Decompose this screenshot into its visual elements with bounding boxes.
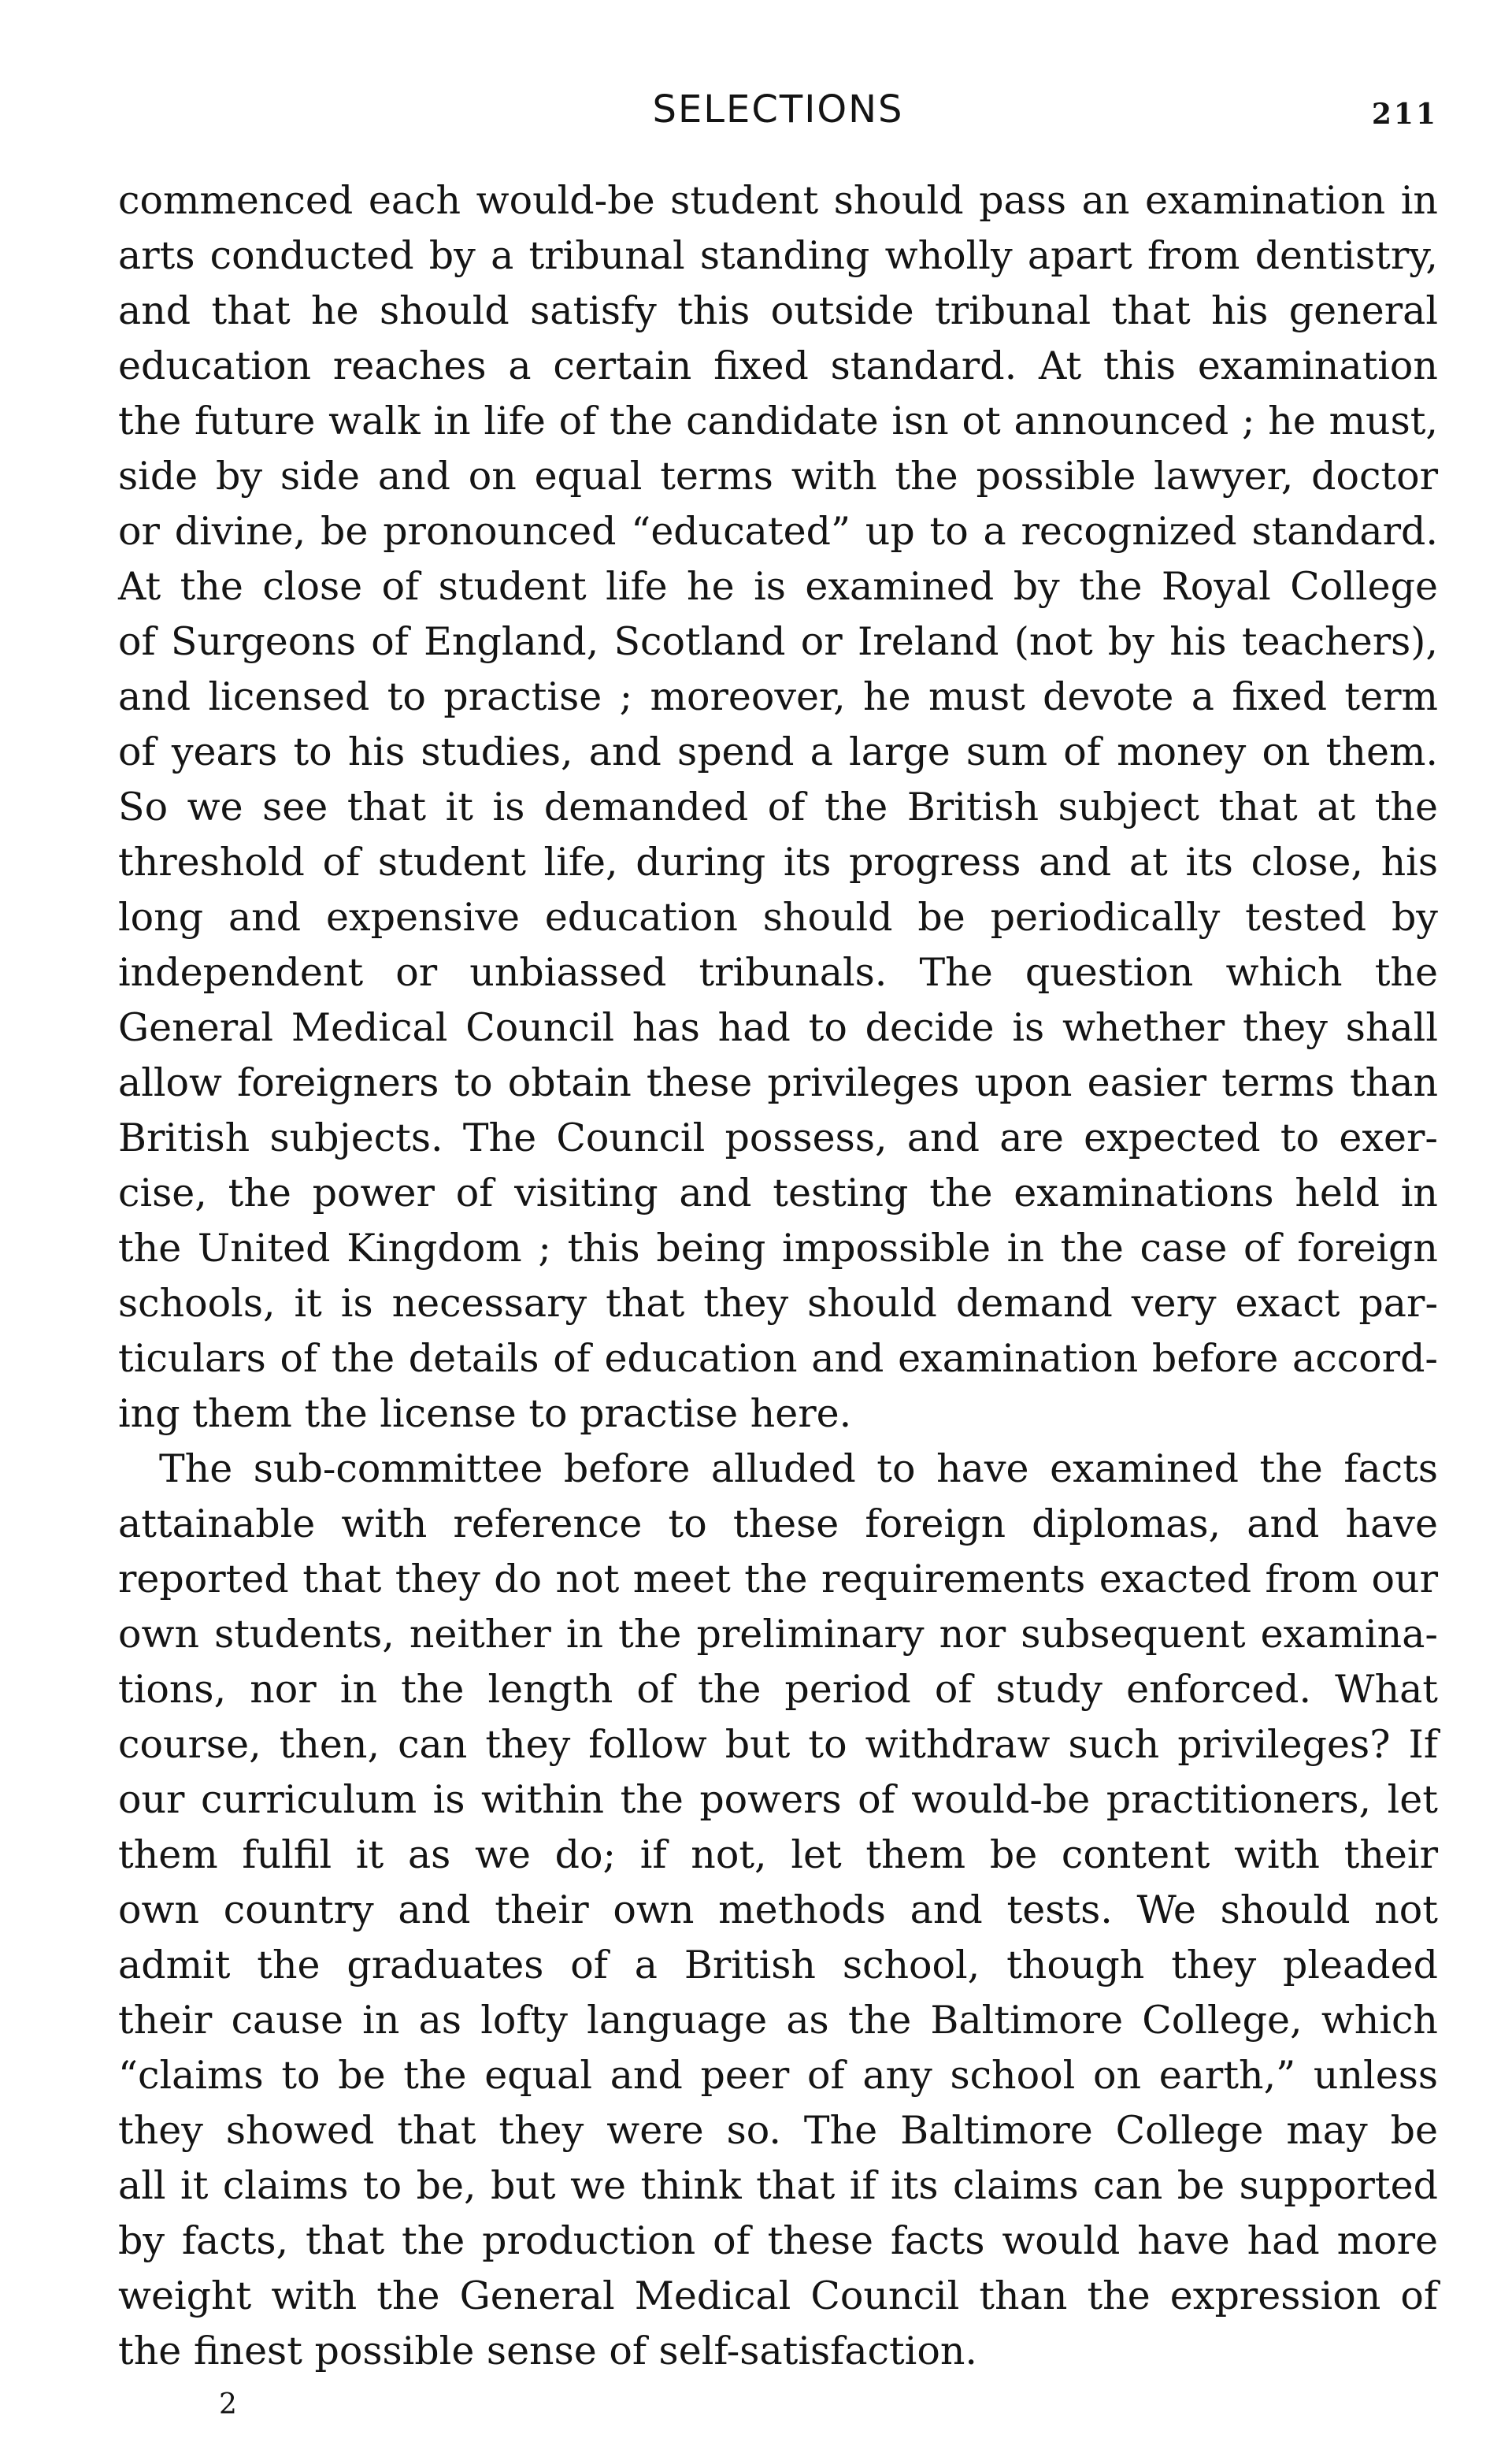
text-line: own students, neither in the preliminary nor subsequent examina- [118,1612,1438,1657]
text-line: independent or unbiassed tribunals. The question which the [118,950,1438,995]
text-line: of Surgeons of England, Scotland or Ireland (not by his teachers), [118,619,1438,664]
text-line: attainable with reference to these foreign diplomas, and have [118,1501,1438,1546]
paragraph [118,173,1438,1442]
text-line: all it claims to be, but we think that if its claims can be supported [118,2163,1438,2208]
running-head [118,82,1438,137]
text-line: “claims to be the equal and peer of any school on earth,” unless [118,2053,1438,2098]
page-number: 211 [1371,98,1438,131]
text-line: long and expensive education should be periodically tested by [118,895,1438,940]
text-line: cise, the power of visiting and testing the examinations held in [118,1171,1438,1215]
text-line: commenced each would-be student should pass an examination in [118,178,1438,223]
text-line: ticulars of the details of education and examination before accord- [118,1336,1438,1381]
text-line: them fulfil it as we do; if not, let them be content with their [118,1832,1438,1877]
text-line: British subjects. The Council possess, and are expected to exer- [118,1115,1438,1160]
text-line: tions, nor in the length of the period of study enforced. What [118,1667,1438,1712]
text-line: At the close of student life he is examined by the Royal College [118,564,1438,609]
text-line: threshold of student life, during its progress and at its close, his [118,840,1438,885]
text-line: side by side and on equal terms with the possible lawyer, doctor [118,454,1438,499]
text-line: reported that they do not meet the requirements exacted from our [118,1557,1438,1601]
text-line: the United Kingdom ; this being impossible in the case of foreign [118,1226,1438,1271]
text-line: schools, it is necessary that they should demand very exact par- [118,1281,1438,1326]
text-line: weight with the General Medical Council than the expression of [118,2273,1438,2318]
text-line: our curriculum is within the powers of would-be practitioners, let [118,1777,1438,1822]
text-line: their cause in as lofty language as the Baltimore College, which [118,1998,1438,2043]
running-title: SELECTIONS [652,87,904,132]
text-line: ing them the license to practise here. [118,1391,852,1436]
text-line: The sub-committee before alluded to have examined the facts [159,1446,1438,1491]
text-line: and that he should satisfy this outside tribunal that his general [118,288,1438,333]
text-line: course, then, can they follow but to withdraw such privileges? If [118,1722,1438,1767]
text-line: of years to his studies, and spend a large sum of money on them. [118,729,1438,774]
text-line: arts conducted by a tribunal standing wholly apart from dentistry, [118,233,1438,278]
text-line: General Medical Council has had to decide is whether they shall [118,1005,1438,1050]
text-line: the finest possible sense of self-satisfaction. [118,2329,977,2373]
text-line: admit the graduates of a British school, though they pleaded [118,1943,1438,1987]
paragraph [118,1442,1438,2379]
text-line: education reaches a certain fixed standard. At this examination [118,343,1438,388]
text-line: they showed that they were so. The Baltimore College may be [118,2108,1438,2153]
text-line: So we see that it is demanded of the British subject that at the [118,785,1438,829]
text-line: and licensed to practise ; moreover, he must devote a fixed term [118,674,1438,719]
body-text [118,173,1438,2379]
signature-mark: 2 [219,2388,237,2421]
text-line: allow foreigners to obtain these privileges upon easier terms than [118,1060,1438,1105]
text-line: the future walk in life of the candidate isn ot announced ; he must, [118,399,1438,443]
text-line: or divine, be pronounced “educated” up to a recognized standard. [118,509,1438,554]
text-line: own country and their own methods and tests. We should not [118,1887,1438,1932]
text-line: by facts, that the production of these facts would have had more [118,2218,1438,2263]
